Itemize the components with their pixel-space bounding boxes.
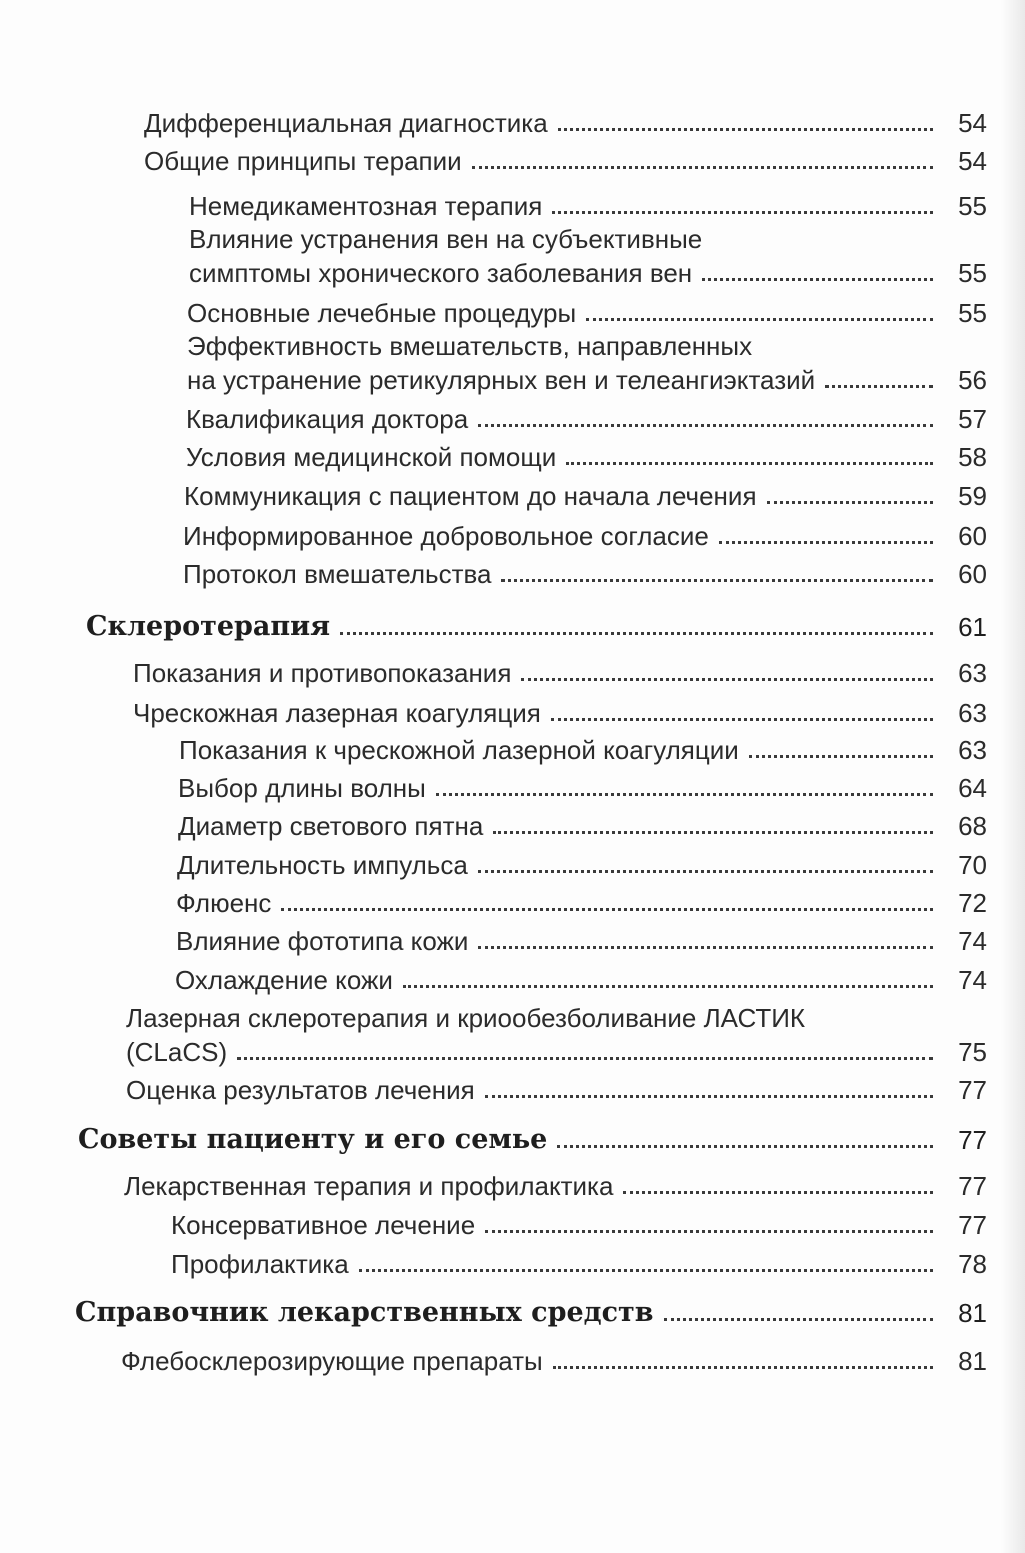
toc-entry[interactable]: [0, 402, 987, 436]
leader-dots: [485, 1230, 933, 1233]
chapter-title: Склеротерапия: [86, 611, 331, 642]
page-number: 58: [958, 442, 987, 472]
toc-entry[interactable]: [0, 296, 987, 330]
entry-title-line: Лазерная склеротерапия и криообезболивание ЛАСТИК: [126, 1003, 806, 1033]
leader-dots: [553, 1366, 933, 1369]
leader-dots: [825, 385, 933, 388]
toc-entry[interactable]: [0, 1169, 987, 1203]
page-number: 54: [958, 108, 987, 138]
page-number: 56: [958, 365, 987, 395]
toc-chapter[interactable]: [0, 1123, 987, 1157]
entry-title: Показания и противопоказания: [133, 658, 512, 688]
page-number: 54: [958, 146, 987, 176]
leader-dots: [566, 462, 933, 465]
entry-title: Основные лечебные процедуры: [187, 298, 577, 328]
leader-dots: [551, 718, 933, 721]
page-number: 55: [958, 258, 987, 288]
page-number: 81: [958, 1346, 987, 1376]
entry-title: Коммуникация с пациентом до начала лечения: [184, 481, 757, 511]
leader-dots: [719, 541, 933, 544]
page-number: 63: [958, 698, 987, 728]
toc-entry[interactable]: [0, 1247, 987, 1281]
page-number: 63: [958, 735, 987, 765]
page-number: 74: [958, 926, 987, 956]
leader-dots: [281, 908, 933, 911]
entry-title: Длительность импульса: [177, 850, 468, 880]
toc-entry[interactable]: [0, 189, 987, 223]
toc-entry[interactable]: [0, 771, 987, 805]
leader-dots: [557, 1145, 933, 1148]
leader-dots: [436, 793, 933, 796]
toc-entry[interactable]: [0, 1208, 987, 1242]
entry-title: Общие принципы терапии: [144, 146, 462, 176]
toc-entry[interactable]: [0, 924, 987, 958]
entry-title: Немедикаментозная терапия: [189, 191, 543, 221]
entry-title-line: Влияние устранения вен на субъективные: [189, 224, 703, 254]
page-number: 68: [958, 811, 987, 841]
leader-dots: [472, 166, 933, 169]
leader-dots: [478, 424, 933, 427]
entry-title: Лекарственная терапия и профилактика: [124, 1171, 614, 1201]
toc-entry[interactable]: [0, 144, 987, 178]
leader-dots: [501, 579, 933, 582]
toc-entry[interactable]: [0, 696, 987, 730]
page-number: 70: [958, 850, 987, 880]
entry-title: Диаметр светового пятна: [178, 811, 484, 841]
entry-title: Влияние фототипа кожи: [176, 926, 469, 956]
entry-title: Показания к чрескожной лазерной коагуляции: [179, 735, 739, 765]
toc-entry[interactable]: [0, 963, 987, 997]
leader-dots: [340, 632, 933, 635]
entry-title-line: симптомы хронического заболевания вен: [189, 258, 693, 288]
entry-title: Протокол вмешательства: [183, 559, 492, 589]
page-number: 77: [958, 1171, 987, 1201]
leader-dots: [403, 985, 933, 988]
leader-dots: [485, 1095, 933, 1098]
entry-title: Условия медицинской помощи: [186, 442, 557, 472]
toc-entry[interactable]: [0, 1344, 987, 1378]
leader-dots: [749, 755, 933, 758]
page-number: 60: [958, 521, 987, 551]
toc-entry[interactable]: [0, 848, 987, 882]
leader-dots: [478, 870, 933, 873]
toc-entry[interactable]: [0, 222, 987, 290]
toc-entry[interactable]: [0, 329, 987, 397]
toc-entry[interactable]: [0, 656, 987, 690]
page-number: 55: [958, 298, 987, 328]
toc-entry[interactable]: [0, 519, 987, 553]
toc-entry[interactable]: [0, 733, 987, 767]
leader-dots: [552, 211, 933, 214]
leader-dots: [586, 318, 933, 321]
toc-entry[interactable]: [0, 440, 987, 474]
page-number: 77: [958, 1210, 987, 1240]
entry-title: Квалификация доктора: [186, 404, 469, 434]
chapter-title: Справочник лекарственных средств: [75, 1297, 654, 1328]
entry-title: Оценка результатов лечения: [126, 1075, 475, 1105]
toc-entry[interactable]: [0, 1001, 987, 1069]
toc-entry[interactable]: [0, 557, 987, 591]
entry-title-line: на устранение ретикулярных вен и телеангиэктазий: [187, 365, 816, 395]
entry-title: Выбор длины волны: [178, 773, 426, 803]
page-number: 81: [958, 1298, 987, 1328]
page-number: 75: [958, 1037, 987, 1067]
toc-chapter[interactable]: [0, 1296, 987, 1330]
leader-dots: [493, 831, 933, 834]
page-edge-shadow: [1001, 0, 1025, 1553]
page-number: 55: [958, 191, 987, 221]
leader-dots: [478, 946, 933, 949]
page-number: 64: [958, 773, 987, 803]
page-number: 74: [958, 965, 987, 995]
entry-title: Дифференциальная диагностика: [144, 108, 548, 138]
leader-dots: [664, 1318, 933, 1321]
leader-dots: [702, 278, 933, 281]
leader-dots: [359, 1269, 933, 1272]
toc-entry[interactable]: [0, 809, 987, 843]
entry-title: Охлаждение кожи: [175, 965, 393, 995]
leader-dots: [521, 678, 933, 681]
leader-dots: [623, 1191, 933, 1194]
leader-dots: [558, 128, 933, 131]
page-number: 77: [958, 1075, 987, 1105]
entry-title: Профилактика: [171, 1249, 349, 1279]
page-number: 77: [958, 1125, 987, 1155]
leader-dots: [767, 501, 933, 504]
page-number: 60: [958, 559, 987, 589]
toc-entry[interactable]: [0, 106, 987, 140]
toc-entry[interactable]: [0, 1073, 987, 1107]
entry-title: Флюенс: [176, 888, 272, 918]
entry-title: Флебосклерозирующие препараты: [121, 1346, 543, 1376]
page-number: 61: [958, 612, 987, 642]
entry-title: Чрескожная лазерная коагуляция: [133, 698, 541, 728]
entry-title: Информированное добровольное согласие: [183, 521, 709, 551]
chapter-title: Советы пациенту и его семье: [78, 1124, 548, 1155]
page-number: 72: [958, 888, 987, 918]
entry-title: Консервативное лечение: [171, 1210, 476, 1240]
toc-chapter[interactable]: [0, 610, 987, 644]
entry-title-line: Эффективность вмешательств, направленных: [187, 331, 753, 361]
page-number: 63: [958, 658, 987, 688]
page-number: 57: [958, 404, 987, 434]
entry-title-line: (CLaCS): [126, 1037, 228, 1067]
leader-dots: [237, 1057, 933, 1060]
toc-entry[interactable]: [0, 886, 987, 920]
toc-entry[interactable]: [0, 479, 987, 513]
page-number: 59: [958, 481, 987, 511]
page-number: 78: [958, 1249, 987, 1279]
